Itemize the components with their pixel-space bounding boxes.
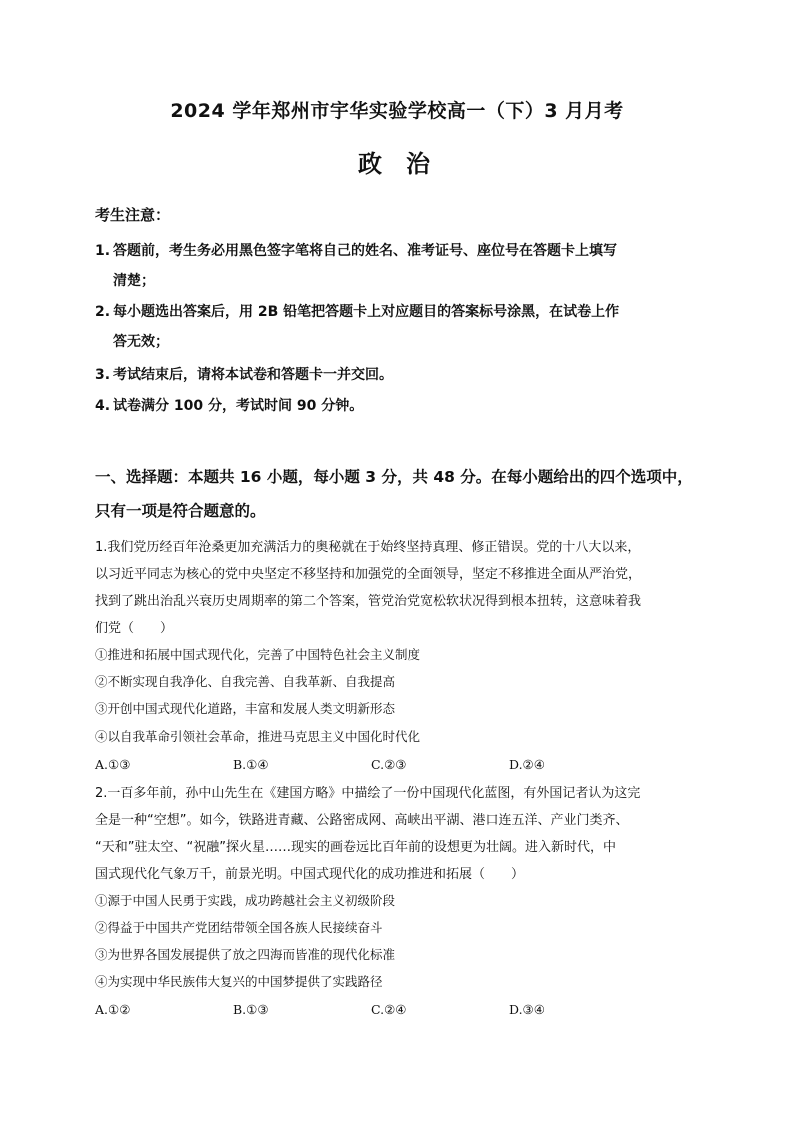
notice-item: 4. 试卷满分 100 分，考试时间 90 分钟。 xyxy=(95,398,364,414)
choice-c: C.②③ xyxy=(371,757,407,772)
notice-item: 3. 考试结束后，请将本试卷和答题卡一并交回。 xyxy=(95,367,393,383)
choice-d: D.③④ xyxy=(509,1002,545,1017)
answer-choices xyxy=(95,755,655,775)
subject-title: 政治 xyxy=(358,150,454,178)
question-stem: 2.一百多年前，孙中山先生在《建国方略》中描绘了一份中国现代化蓝图，有外国记者认为这完 全是一种“空想”。如今，铁路进青藏、公路密成网、高峡出平湖、港口连五洋、产业门类齐、 “天和”驻太空、“祝融”探火星……现实的画卷远比百年前的设想更为壮阔。进入新时代，中 国式现代化气象万千，前景光明。中国式现代化的成功推进和拓展（ ） xyxy=(95,786,641,882)
question-option: ②得益于中国共产党团结带领全国各族人民接续奋斗 xyxy=(95,920,383,935)
question-stem: 1.我们党历经百年沧桑更加充满活力的奥秘就在于始终坚持真理、修正错误。党的十八大以来， 以习近平同志为核心的党中央坚定不移坚持和加强党的全面领导，坚定不移推进全面从严治党， 找到了跳出治乱兴衰历史周期率的第二个答案，管党治党宽松软状况得到根本扭转，这意味着我 们党（ ） xyxy=(95,540,642,636)
choice-c: C.②④ xyxy=(371,1002,407,1017)
choice-a: A.①② xyxy=(95,1002,131,1017)
question-option: ①源于中国人民勇于实践，成功跨越社会主义初级阶段 xyxy=(95,893,396,908)
choice-b: B.①③ xyxy=(233,1002,269,1017)
question-option: ③为世界各国发展提供了放之四海而皆准的现代化标准 xyxy=(95,947,396,962)
answer-choices xyxy=(95,1000,655,1020)
section-heading: 一、选择题：本题共 16 小题，每小题 3 分，共 48 分。在每小题给出的四个选项中， 只有一项是符合题意的。 xyxy=(95,468,693,520)
question-option: ③开创中国式现代化道路，丰富和发展人类文明新形态 xyxy=(95,701,396,716)
notice-item: 1. 答题前，考生务必用黑色签字笔将自己的姓名、准考证号、座位号在答题卡上填写 清楚； xyxy=(95,243,617,289)
question-option: ④以自我革命引领社会革命，推进马克思主义中国化时代化 xyxy=(95,729,421,744)
choice-a: A.①③ xyxy=(95,757,131,772)
choice-d: D.②④ xyxy=(509,757,545,772)
exam-title: 2024 学年郑州市宇华实验学校高一（下）3 月月考 xyxy=(170,100,624,122)
choice-b: B.①④ xyxy=(233,757,269,772)
question-option: ④为实现中华民族伟大复兴的中国梦提供了实践路径 xyxy=(95,974,383,989)
notice-heading: 考生注意： xyxy=(95,206,171,224)
question-option: ①推进和拓展中国式现代化，完善了中国特色社会主义制度 xyxy=(95,647,421,662)
question-option: ②不断实现自我净化、自我完善、自我革新、自我提高 xyxy=(95,674,396,689)
notice-item: 2. 每小题选出答案后，用 2B 铅笔把答题卡上对应题目的答案标号涂黑，在试卷上作 答无效； xyxy=(95,304,620,350)
